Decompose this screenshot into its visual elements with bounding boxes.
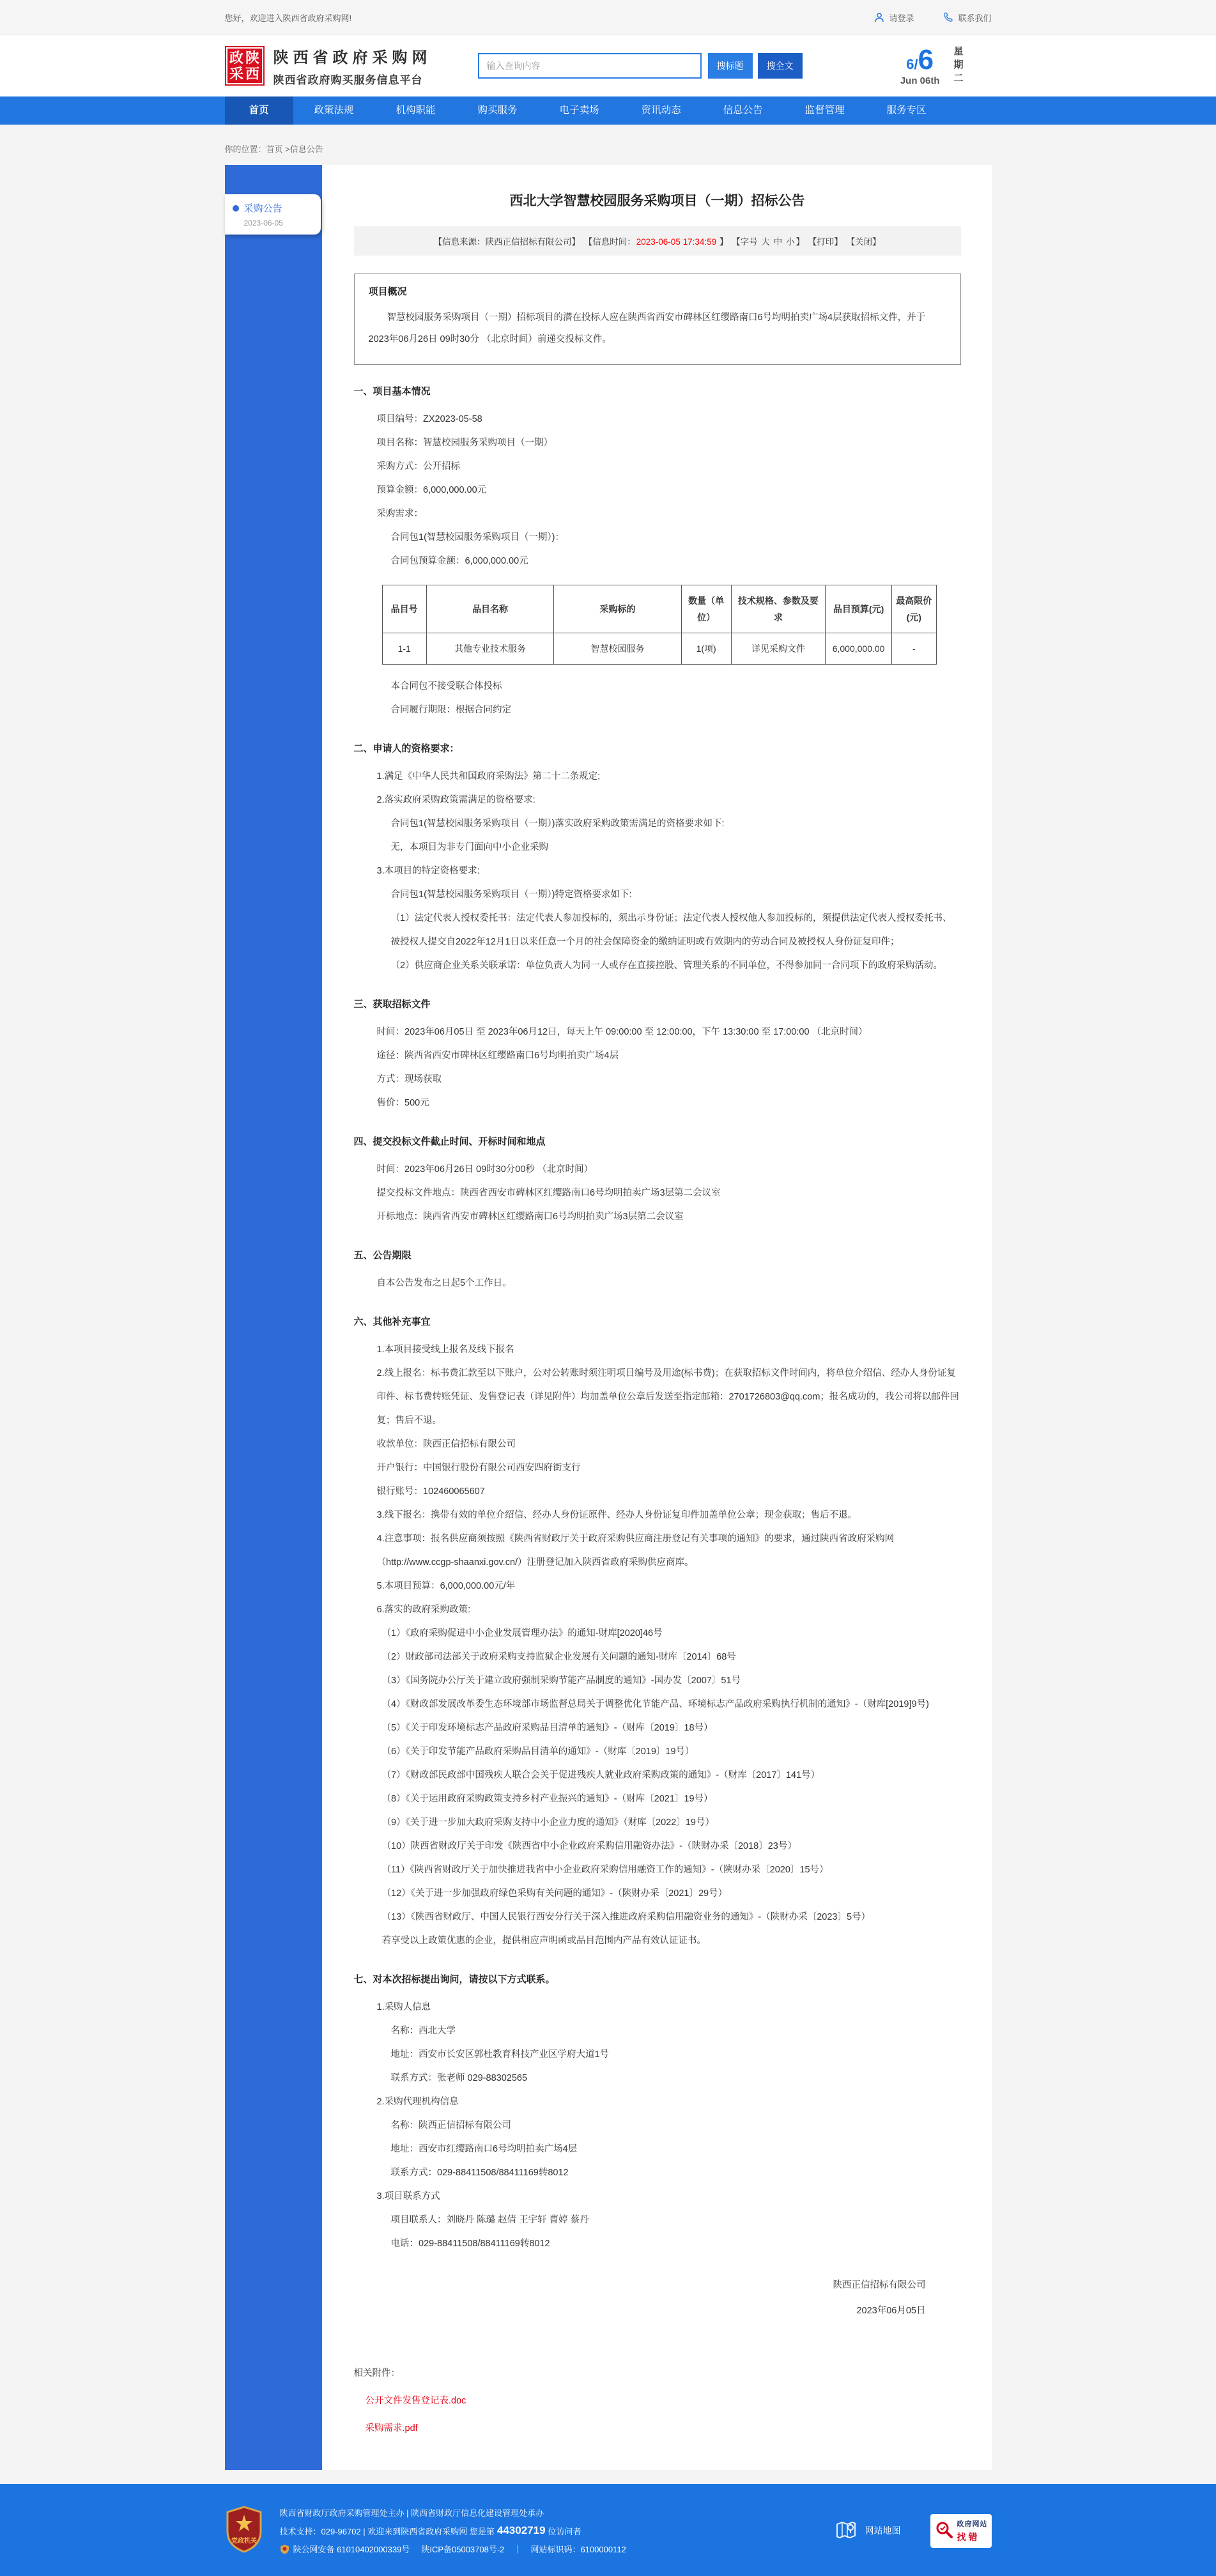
policy-item: （5）《关于印发环境标志产品政府采购品目清单的通知》-（财库〔2019〕18号）	[381, 1723, 713, 1733]
col-header: 数量（单位）	[681, 585, 731, 633]
sidebar-tab-procurement-notice[interactable]	[225, 194, 321, 235]
items-table	[382, 585, 937, 665]
close-button[interactable]: 【关闭】	[846, 237, 881, 247]
paragraph: 自本公告发布之日起5个工作日。	[376, 1278, 512, 1288]
paragraph: 3.项目联系方式	[376, 2191, 440, 2202]
paragraph: 预算金额：6,000,000.00元	[376, 485, 487, 495]
sitemap-link[interactable]	[835, 2518, 901, 2543]
fontsize-small-button[interactable]: 小	[785, 237, 795, 247]
nav-emall[interactable]: 电子卖场	[559, 105, 599, 116]
col-header: 品目预算(元)	[826, 585, 892, 633]
breadcrumb-current: 信息公告	[289, 144, 323, 154]
paragraph: 采购需求：	[376, 509, 423, 519]
meta-time-close: 】	[717, 237, 728, 247]
paragraph: 本合同包不接受联合体投标	[390, 681, 502, 691]
policy-item: （7）《财政部民政部中国残疾人联合会关于促进残疾人就业政府采购政策的通知》-（财库〔2017〕141号）	[381, 1770, 820, 1780]
nav-policy[interactable]: 政策法规	[314, 105, 354, 116]
fontsize-large-button[interactable]: 大	[761, 237, 770, 247]
badge-text-1: 政府网站	[957, 2520, 988, 2528]
signature-block	[354, 2272, 961, 2324]
overview-body: 智慧校园服务采购项目（一期）招标项目的潜在投标人应在陕西省西安市碑林区红缨路南口6号均明拍卖广场4层获取招标文件，并于 2023年06月26日 09时30分 （北京时间）前递交投标文件。	[368, 312, 926, 344]
paragraph: 开户银行：中国银行股份有限公司西安四府街支行	[376, 1463, 581, 1473]
signature-company: 陕西正信招标有限公司	[833, 2280, 926, 2290]
paragraph: （1）法定代表人授权委托书：法定代表人参加投标的，须出示身份证；法定代表人授权他人参加投标的，须提供法定代表人授权委托书、被授权人提交自2022年12月1日以来任意一个月的社会保障资金的缴纳证明或有效期内的劳动合同及被授权人身份证复印件；	[390, 913, 952, 947]
site-subtitle: 陕西省政府购买服务信息平台	[273, 74, 423, 86]
breadcrumb-prefix: 你的位置：	[224, 144, 266, 154]
policy-item: （6）《关于印发节能产品政府采购品目清单的通知》-（财库〔2019〕19号）	[381, 1747, 695, 1757]
paragraph: 项目联系人：刘晓丹 陈璐 赵倩 王宇轩 曹婷 蔡丹	[390, 2215, 589, 2225]
col-header: 最高限价(元)	[892, 585, 936, 633]
policy-item: （3）《国务院办公厅关于建立政府强制采购节能产品制度的通知》-国办发〔2007〕51号	[381, 1676, 741, 1686]
site-logo[interactable]	[225, 45, 432, 87]
section-3-heading: 三、获取招标文件	[353, 999, 431, 1010]
project-overview-box	[354, 274, 961, 365]
paragraph: 地址：西安市红缨路南口6号均明拍卖广场4层	[390, 2144, 578, 2154]
sidebar-tab-date: 2023-06-05	[243, 219, 283, 228]
footer-line3	[280, 2543, 626, 2555]
paragraph: 联系方式：029-88411508/88411169转8012	[390, 2168, 569, 2178]
cell-subject: 智慧校园服务	[554, 633, 681, 665]
gov-site-error-report-badge[interactable]	[930, 2514, 992, 2548]
fontsize-label: 【字号	[732, 237, 758, 247]
nav-announcements[interactable]: 信息公告	[723, 105, 763, 116]
site-header	[0, 35, 1216, 96]
magnifier-icon	[934, 2520, 953, 2542]
paragraph: 售价：500元	[376, 1098, 429, 1108]
col-header: 品目号	[382, 585, 426, 633]
policy-item: （8）《关于运用政府采购政策支持乡村产业振兴的通知》-（财库〔2021〕19号）	[381, 1794, 713, 1804]
paragraph: 5.本项目预算：6,000,000.00元/年	[376, 1581, 516, 1591]
paragraph: 项目名称：智慧校园服务采购项目（一期）	[376, 438, 553, 448]
overview-heading: 项目概况	[368, 286, 407, 297]
breadcrumb	[225, 125, 992, 165]
paragraph: 1.采购人信息	[376, 2002, 431, 2012]
signature-date: 2023年06月05日	[856, 2306, 926, 2316]
print-button[interactable]: 【打印】	[808, 237, 843, 247]
attachment-link-doc[interactable]: 公开文件发售登记表.doc	[365, 2396, 466, 2406]
cell-budget: 6,000,000.00	[826, 633, 892, 665]
policy-item: （12）《关于进一步加强政府绿色采购有关问题的通知》-（陕财办采〔2021〕29号）	[381, 1888, 728, 1899]
icp-link[interactable]: 陕ICP备05003708号-2	[421, 2545, 505, 2554]
login-link[interactable]	[874, 12, 914, 24]
date-month: 6/	[906, 56, 918, 72]
search-title-button[interactable]: 搜标题	[708, 53, 753, 79]
left-sidebar	[225, 165, 322, 2470]
site-id: 网站标识码：6100000112	[530, 2545, 626, 2554]
article-content	[322, 165, 992, 2470]
cell-item-no: 1-1	[382, 633, 426, 665]
site-name: 陕西省政府采购网	[273, 49, 432, 66]
map-icon	[835, 2518, 858, 2543]
topbar	[0, 0, 1216, 35]
visitor-count: 44302719	[496, 2524, 546, 2536]
nav-service-zone[interactable]: 服务专区	[886, 105, 927, 116]
col-header: 采购标的	[554, 585, 681, 633]
sidebar-tab-label: 采购公告	[243, 203, 282, 214]
paragraph: 合同包预算金额：6,000,000.00元	[390, 556, 528, 566]
paragraph: 时间：2023年06月05日 至 2023年06月12日，每天上午 09:00:00 至 12:00:00，下午 13:30:00 至 17:00:00 （北京时间）	[376, 1027, 868, 1037]
contact-label: 联系我们	[958, 13, 992, 23]
paragraph: 若享受以上政策优惠的企业，提供相应声明函或品目范围内产品有效认证证书。	[381, 1936, 706, 1946]
policy-item: （9）《关于进一步加大政府采购支持中小企业力度的通知》（财库〔2022〕19号）	[381, 1817, 714, 1828]
user-icon	[874, 12, 884, 22]
attachments	[354, 2366, 961, 2434]
date-english: Jun 06th	[900, 75, 940, 86]
table-header-row	[382, 585, 936, 633]
nav-home[interactable]: 首页	[225, 96, 293, 125]
paragraph: 2.落实政府采购政策需满足的资格要求:	[376, 795, 535, 805]
cell-spec: 详见采购文件	[731, 633, 825, 665]
date-weekday: 星期二	[952, 45, 964, 86]
date-day: 6	[918, 43, 934, 75]
nav-supervision[interactable]: 监督管理	[804, 105, 845, 116]
footer-line2-suffix: 位访问者	[548, 2526, 581, 2536]
main-nav	[0, 96, 1216, 125]
site-footer	[0, 2484, 1216, 2576]
paragraph: 名称：西北大学	[390, 2026, 456, 2036]
policy-item: （1）《政府采购促进中小企业发展管理办法》的通知-财库[2020]46号	[381, 1628, 663, 1639]
paragraph: 合同包1(智慧校园服务采购项目（一期）)特定资格要求如下:	[390, 890, 632, 900]
paragraph: 合同包1(智慧校园服务采购项目（一期）)落实政府采购政策需满足的资格要求如下:	[390, 819, 725, 829]
contact-link[interactable]	[943, 12, 991, 24]
attachments-label: 相关附件：	[353, 2368, 400, 2379]
paragraph: 1.满足《中华人民共和国政府采购法》第二十二条规定;	[376, 771, 601, 782]
section-1-heading: 一、项目基本情况	[353, 386, 431, 397]
government-emblem-icon	[225, 2506, 263, 2556]
footer-line1: 陕西省财政厅政府采购管理处主办 | 陕西省财政厅信息化建设管理处承办	[279, 2508, 544, 2518]
paragraph: 电话：029-88411508/88411169转8012	[390, 2239, 550, 2249]
section-6-heading: 六、其他补充事宜	[353, 1316, 431, 1327]
paragraph: 3.本项目的特定资格要求:	[376, 866, 480, 876]
paragraph: 名称：陕西正信招标有限公司	[390, 2120, 511, 2131]
beian-link[interactable]: 陕公网安备 61010402000339号	[293, 2545, 410, 2554]
paragraph: 1.本项目接受线上报名及线下报名	[376, 1345, 514, 1355]
paragraph: 提交投标文件地点：陕西省西安市碑林区红缨路南口6号均明拍卖广场3层第二会议室	[376, 1188, 721, 1198]
police-badge-icon	[280, 2544, 289, 2554]
paragraph: 2.采购代理机构信息	[376, 2097, 459, 2107]
paragraph: 采购方式：公开招标	[376, 461, 460, 472]
paragraph: 途径：陕西省西安市碑林区红缨路南口6号均明拍卖广场4层	[376, 1051, 619, 1061]
policy-item: （13）《陕西省财政厅、中国人民银行西安分行关于深入推进政府采购信用融资业务的通知》-（陕财办采〔2023〕5号）	[381, 1912, 871, 1922]
paragraph: 方式：现场获取	[376, 1074, 442, 1084]
breadcrumb-home[interactable]: 首页	[266, 144, 283, 154]
seal-char: 政	[229, 50, 243, 66]
article-meta-bar	[354, 226, 961, 256]
search-input[interactable]	[478, 53, 702, 79]
table-row	[382, 633, 936, 665]
seal-char: 采	[229, 66, 243, 82]
search-bar	[478, 53, 803, 79]
col-header: 技术规格、参数及要求	[731, 585, 825, 633]
policy-item: （4）《财政部发展改革委生态环境部市场监督总局关于调整优化节能产品、环境标志产品政府采购执行机制的通知》-（财库[2019]9号)	[381, 1699, 929, 1709]
seal-char: 西	[245, 66, 259, 82]
nav-news[interactable]: 资讯动态	[641, 105, 681, 116]
section-5-heading: 五、公告期限	[353, 1250, 412, 1261]
paragraph: （2）供应商企业关系关联承诺：单位负责人为同一人或存在直接控股、管理关系的不同单位，不得参加同一合同项下的政府采购活动。	[390, 960, 943, 971]
paragraph: 联系方式：张老师 029-88302565	[390, 2073, 528, 2083]
paragraph: 4.注意事项：报名供应商须按照《陕西省财政厅关于政府采购供应商注册登记有关事项的通知》的要求，通过陕西省政府采购网（http://www.ccgp-shaanxi.gov.cn/）注册登记加入陕西省政府采购供应商库。	[376, 1534, 895, 1568]
welcome-text: 您好，欢迎进入陕西省政府采购网!	[224, 13, 352, 23]
nav-functions[interactable]: 机构职能	[396, 105, 436, 116]
page-title: 西北大学智慧校园服务采购项目（一期）招标公告	[509, 194, 805, 208]
section-2-heading: 二、申请人的资格要求：	[353, 743, 459, 754]
cell-qty: 1(项)	[681, 633, 731, 665]
nav-purchase-service[interactable]: 购买服务	[477, 105, 518, 116]
main-area	[225, 165, 992, 2470]
meta-source: 【信息来源：陕西正信招标有限公司】	[433, 237, 580, 247]
paragraph: 合同履行期限：根据合同约定	[390, 705, 511, 715]
policy-item: （11）《陕西省财政厅关于加快推进我省中小企业政府采购信用融资工作的通知》-（陕财办采〔2020〕15号）	[381, 1865, 829, 1875]
fontsize-close-bracket: 】	[796, 237, 804, 247]
attachment-link-pdf[interactable]: 采购需求.pdf	[365, 2423, 418, 2433]
paragraph: 6.落实的政府采购政策:	[376, 1605, 471, 1615]
policy-item: （2）财政部司法部关于政府采购支持监狱企业发展有关问题的通知-财库〔2014〕68号	[381, 1652, 736, 1662]
paragraph: 3.线下报名：携带有效的单位介绍信、经办人身份证原件、经办人身份证复印件加盖单位公章；现金获取；售后不退。	[376, 1510, 858, 1520]
policy-item: （10）陕西省财政厅关于印发《陕西省中小企业政府采购信用融资办法》-（陕财办采〔2018〕23号）	[381, 1841, 797, 1851]
date-widget	[900, 43, 992, 86]
svg-text:党政机关: 党政机关	[231, 2537, 257, 2545]
bullet-dot-icon	[233, 205, 239, 212]
paragraph: 项目编号：ZX2023-05-58	[376, 414, 482, 424]
sitemap-label: 网站地图	[865, 2526, 901, 2536]
section-7-heading: 七、对本次招标提出询问，请按以下方式联系。	[353, 1974, 555, 1985]
section-4-heading: 四、提交投标文件截止时间、开标时间和地点	[353, 1136, 546, 1147]
col-header: 品目名称	[426, 585, 553, 633]
phone-icon	[943, 12, 953, 22]
paragraph: 无，本项目为非专门面向中小企业采购	[390, 842, 548, 852]
paragraph: 银行账号：102460065607	[376, 1486, 485, 1497]
seal-logo	[225, 46, 265, 86]
search-fulltext-button[interactable]: 搜全文	[758, 53, 803, 79]
cell-price-cap: -	[892, 633, 936, 665]
cell-item-name: 其他专业技术服务	[426, 633, 553, 665]
paragraph: 开标地点：陕西省西安市碑林区红缨路南口6号均明拍卖广场3层第二会议室	[376, 1212, 684, 1222]
meta-time: 2023-06-05 17:34:59	[636, 237, 717, 247]
footer-line2	[280, 2524, 626, 2537]
seal-char: 陕	[245, 50, 259, 66]
paragraph: 合同包1(智慧校园服务采购项目（一期）)：	[390, 532, 564, 543]
paragraph: 时间：2023年06月26日 09时30分00秒 （北京时间）	[376, 1164, 593, 1175]
login-label: 请登录	[889, 13, 914, 23]
paragraph: 地址：西安市长安区郭杜教育科技产业区学府大道1号	[390, 2049, 610, 2060]
badge-text-2: 找错	[957, 2531, 980, 2542]
meta-time-label: 【信息时间：	[583, 237, 636, 247]
paragraph: 2.线上报名：标书费汇款至以下账户，公对公转账时须注明项目编号及用途(标书费)；在获取招标文件时间内，将单位介绍信、经办人身份证复印件、标书费转账凭证、发售登记表（详见附件）均加盖单位公章后发送至指定邮箱：2701726803@qq.com；报名成功的，我公司将以邮件回复；售后不退。	[376, 1368, 959, 1426]
breadcrumb-separator: >	[282, 144, 290, 154]
paragraph: 收款单位：陕西正信招标有限公司	[376, 1439, 516, 1449]
fontsize-medium-button[interactable]: 中	[773, 237, 783, 247]
footer-separator: ｜	[513, 2545, 522, 2554]
footer-line2-prefix: 技术支持：029-96702 | 欢迎来到陕西省政府采购网 您是第	[279, 2526, 495, 2536]
